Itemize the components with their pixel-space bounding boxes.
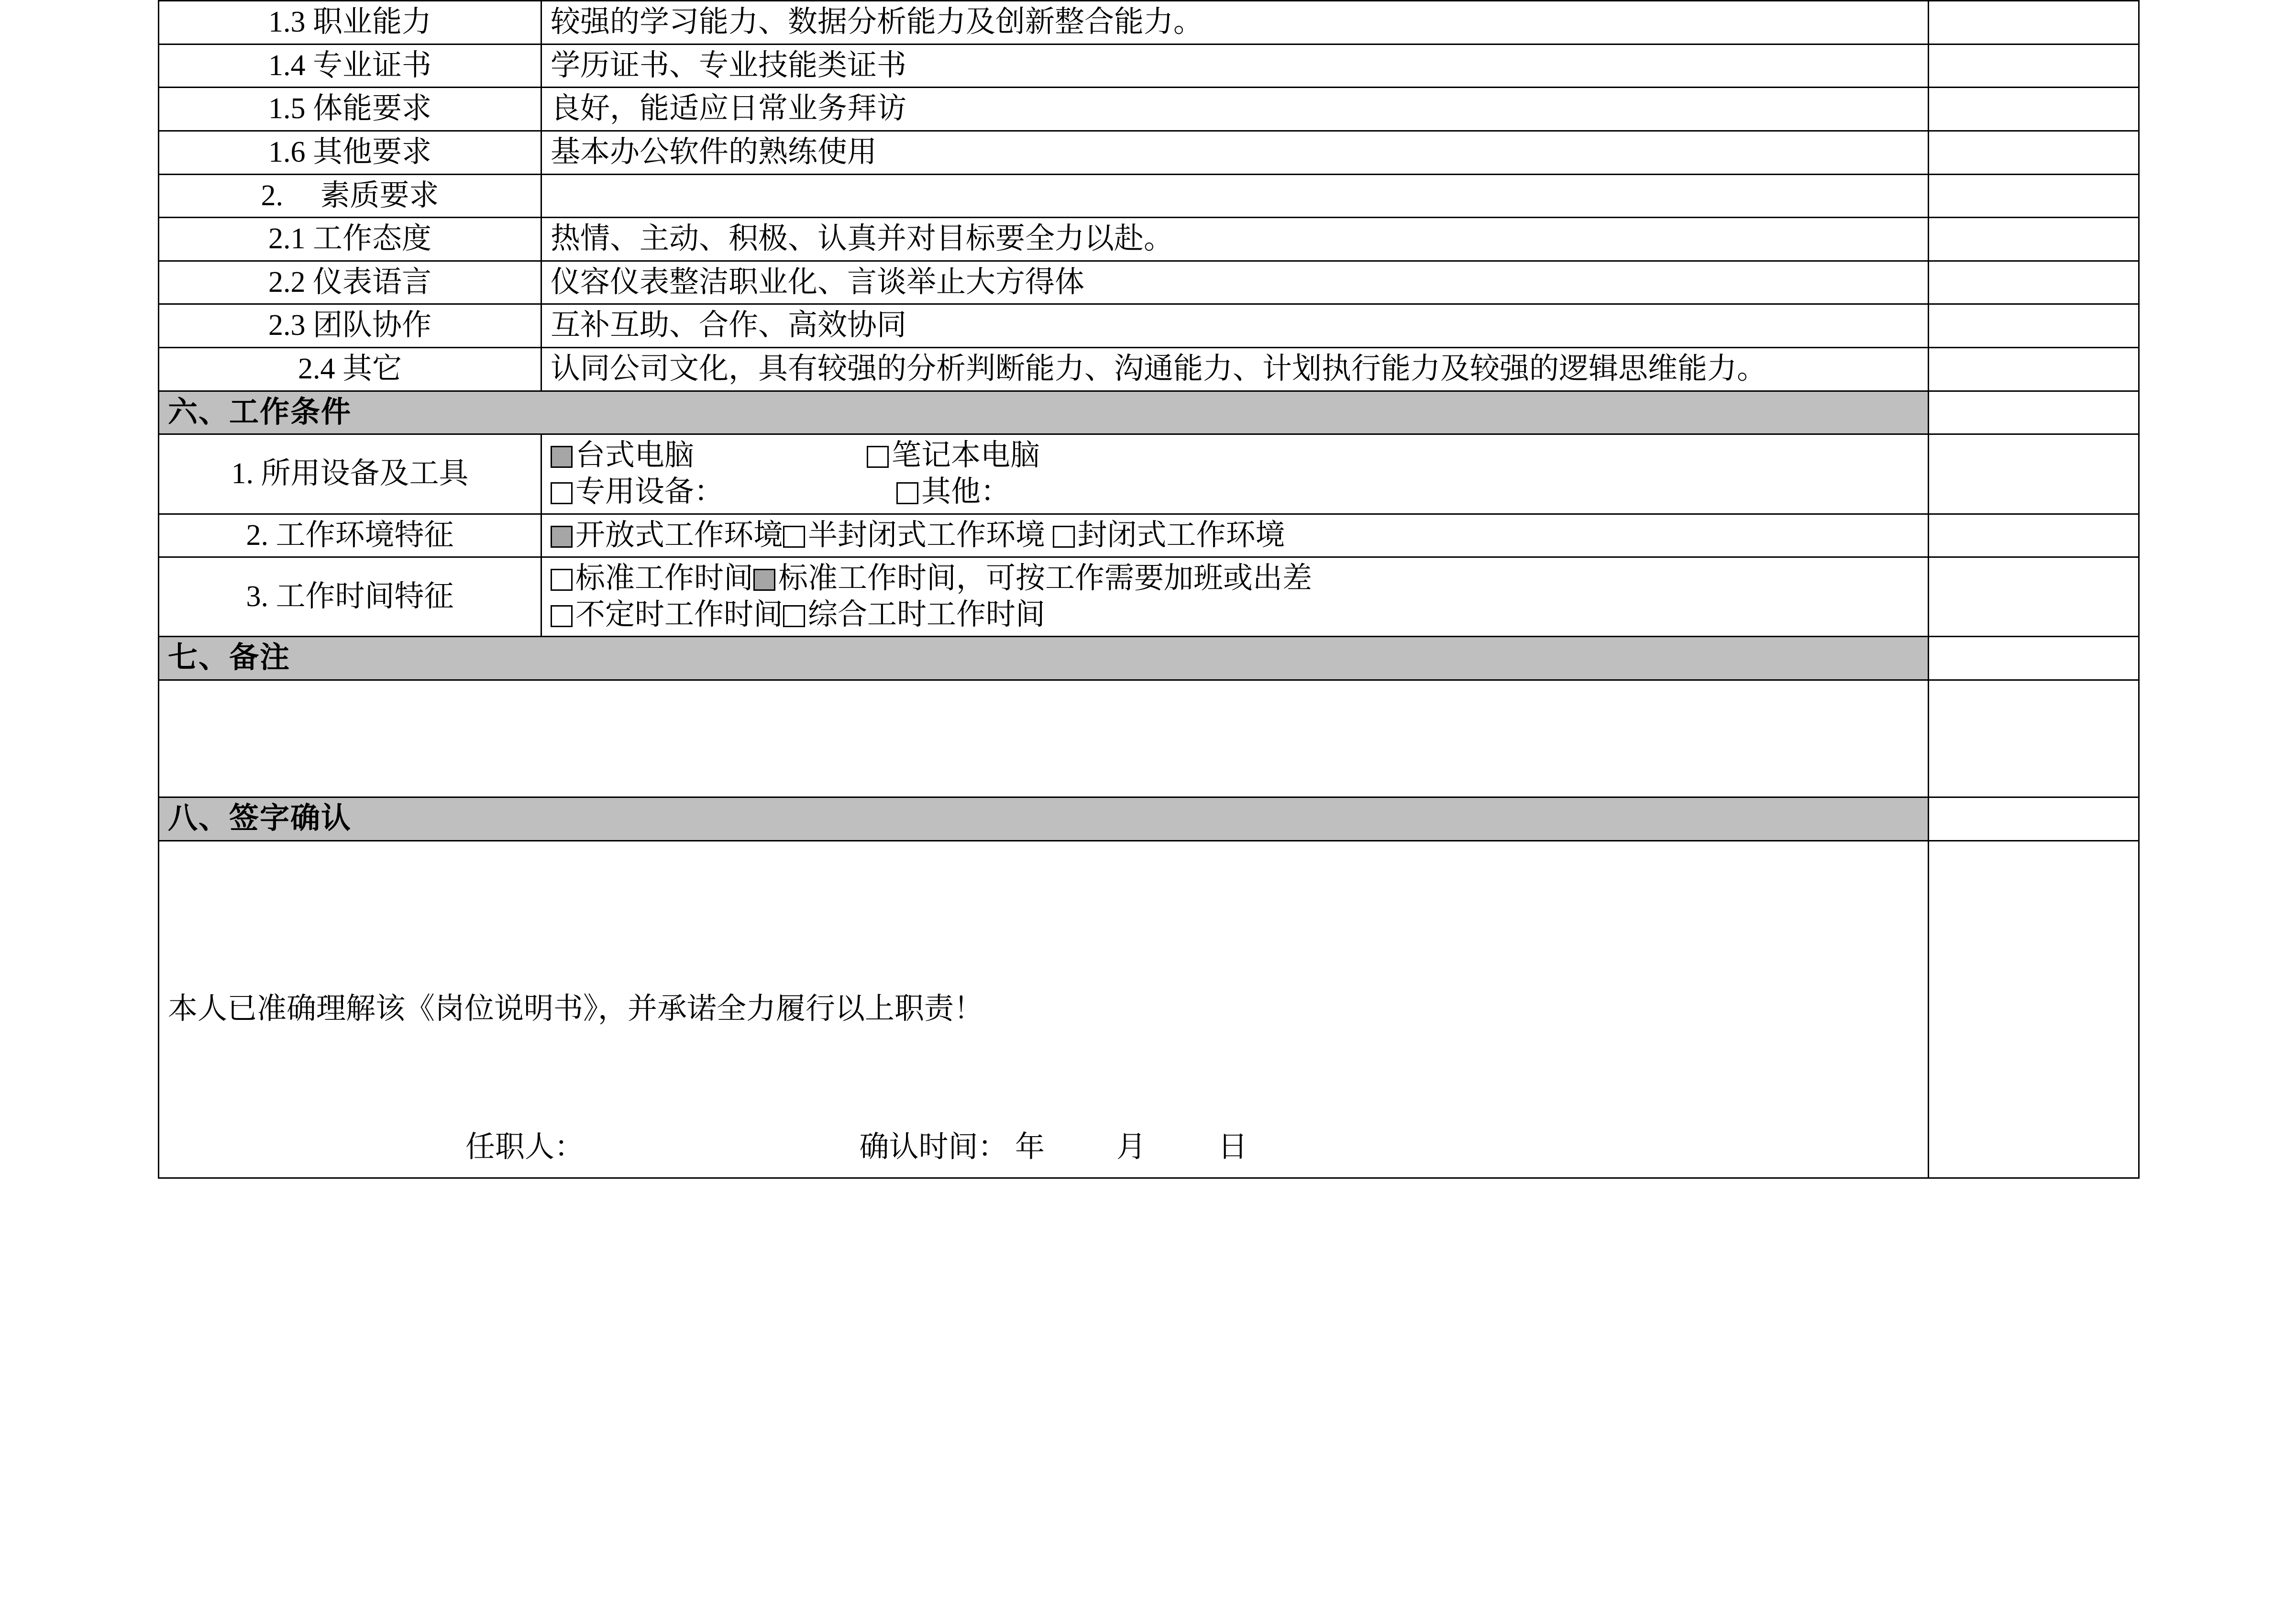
table-row <box>159 174 2139 218</box>
table-row-equipment <box>159 434 2139 514</box>
checkbox-label-laptop-computer: 笔记本电脑 <box>892 439 1040 472</box>
hours-options <box>541 557 1929 637</box>
row-right-blank <box>1929 131 2139 174</box>
signature-time-label: 确认时间： <box>859 1131 1008 1163</box>
signature-area <box>159 841 1929 1178</box>
checkbox-label-flexible-hours: 不定时工作时间 <box>575 598 784 631</box>
checkbox-label-standard-hours-overtime: 标准工作时间，可按工作需要加班或出差 <box>778 562 1313 595</box>
job-description-table <box>158 0 2140 1179</box>
row-right-blank <box>1929 44 2139 88</box>
row-body: 基本办公软件的熟练使用 <box>541 131 1929 174</box>
row-right-blank <box>1929 557 2139 637</box>
row-label: 2.2 仪表语言 <box>159 261 541 304</box>
table-row <box>159 304 2139 348</box>
section-row-work-conditions <box>159 391 2139 434</box>
row-right-blank <box>1929 841 2139 1178</box>
day-label: 日 <box>1218 1131 1248 1163</box>
row-label: 1.4 专业证书 <box>159 44 541 88</box>
row-label: 2.4 其它 <box>159 348 541 391</box>
year-label: 年 <box>1015 1131 1045 1163</box>
row-right-blank <box>1929 797 2139 841</box>
hours-label: 3. 工作时间特征 <box>159 557 541 637</box>
signature-statement: 本人已准确理解该《岗位说明书》，并承诺全力履行以上职责！ <box>168 992 984 1025</box>
row-body: 良好，能适应日常业务拜访 <box>541 88 1929 131</box>
table-row-environment <box>159 514 2139 557</box>
table-row-remark-blank <box>159 680 2139 797</box>
row-right-blank <box>1929 174 2139 218</box>
row-label: 2.3 团队协作 <box>159 304 541 348</box>
environment-label: 2. 工作环境特征 <box>159 514 541 557</box>
signature-name-label: 任职人： <box>465 1131 585 1163</box>
row-body: 互补互助、合作、高效协同 <box>541 304 1929 348</box>
row-right-blank <box>1929 304 2139 348</box>
row-right-blank <box>1929 261 2139 304</box>
row-label: 2.1 工作态度 <box>159 218 541 261</box>
checkbox-semi-closed-environment[interactable] <box>783 526 805 548</box>
row-right-blank <box>1929 218 2139 261</box>
row-right-blank <box>1929 680 2139 797</box>
checkbox-flexible-hours[interactable] <box>551 605 573 627</box>
checkbox-label-comprehensive-hours: 综合工时工作时间 <box>808 598 1046 631</box>
row-label: 1.3 职业能力 <box>159 1 541 44</box>
row-right-blank <box>1929 514 2139 557</box>
section-row-signature <box>159 797 2139 841</box>
month-label: 月 <box>1116 1131 1147 1163</box>
checkbox-desktop-computer[interactable] <box>551 446 573 468</box>
checkbox-label-closed-environment: 封闭式工作环境 <box>1077 519 1285 552</box>
checkbox-label-semi-closed-environment: 半封闭式工作环境 <box>808 519 1046 552</box>
checkbox-label-special-equipment: 专用设备： <box>575 475 724 508</box>
section-header-six: 六、工作条件 <box>159 391 1929 434</box>
row-body: 学历证书、专业技能类证书 <box>541 44 1929 88</box>
checkbox-laptop-computer[interactable] <box>867 446 889 468</box>
row-right-blank <box>1929 391 2139 434</box>
row-body: 热情、主动、积极、认真并对目标要全力以赴。 <box>541 218 1929 261</box>
equipment-label: 1. 所用设备及工具 <box>159 434 541 514</box>
checkbox-comprehensive-hours[interactable] <box>783 605 805 627</box>
checkbox-other-equipment[interactable] <box>896 482 918 504</box>
table-row <box>159 218 2139 261</box>
section-header-seven: 七、备注 <box>159 637 1929 680</box>
checkbox-label-standard-hours: 标准工作时间 <box>575 562 754 595</box>
row-right-blank <box>1929 348 2139 391</box>
row-label: 2. 素质要求 <box>159 174 541 218</box>
signature-fields <box>159 1129 1928 1166</box>
checkbox-label-open-environment: 开放式工作环境 <box>575 519 784 552</box>
section-header-eight: 八、签字确认 <box>159 797 1929 841</box>
row-label: 1.5 体能要求 <box>159 88 541 131</box>
checkbox-closed-environment[interactable] <box>1053 526 1075 548</box>
row-right-blank <box>1929 637 2139 680</box>
checkbox-standard-hours-overtime[interactable] <box>753 569 775 591</box>
environment-options <box>541 514 1929 557</box>
remark-input-area[interactable] <box>159 680 1929 797</box>
row-right-blank <box>1929 434 2139 514</box>
signature-date-fields <box>1015 1131 1247 1163</box>
checkbox-label-desktop-computer: 台式电脑 <box>575 439 695 472</box>
row-label: 1.6 其他要求 <box>159 131 541 174</box>
table-row <box>159 1 2139 44</box>
row-body: 仪容仪表整洁职业化、言谈举止大方得体 <box>541 261 1929 304</box>
table-row <box>159 44 2139 88</box>
table-row <box>159 261 2139 304</box>
table-row-signature <box>159 841 2139 1178</box>
table-row <box>159 348 2139 391</box>
checkbox-special-equipment[interactable] <box>551 482 573 504</box>
checkbox-open-environment[interactable] <box>551 526 573 548</box>
checkbox-label-other-equipment: 其他： <box>921 475 1011 508</box>
checkbox-standard-hours[interactable] <box>551 569 573 591</box>
equipment-options <box>541 434 1929 514</box>
table-row <box>159 131 2139 174</box>
row-body: 认同公司文化，具有较强的分析判断能力、沟通能力、计划执行能力及较强的逻辑思维能力。 <box>541 348 1929 391</box>
row-right-blank <box>1929 88 2139 131</box>
row-body: 较强的学习能力、数据分析能力及创新整合能力。 <box>541 1 1929 44</box>
section-row-remark <box>159 637 2139 680</box>
row-body <box>541 174 1929 218</box>
row-right-blank <box>1929 1 2139 44</box>
table-row <box>159 88 2139 131</box>
table-row-working-hours <box>159 557 2139 637</box>
